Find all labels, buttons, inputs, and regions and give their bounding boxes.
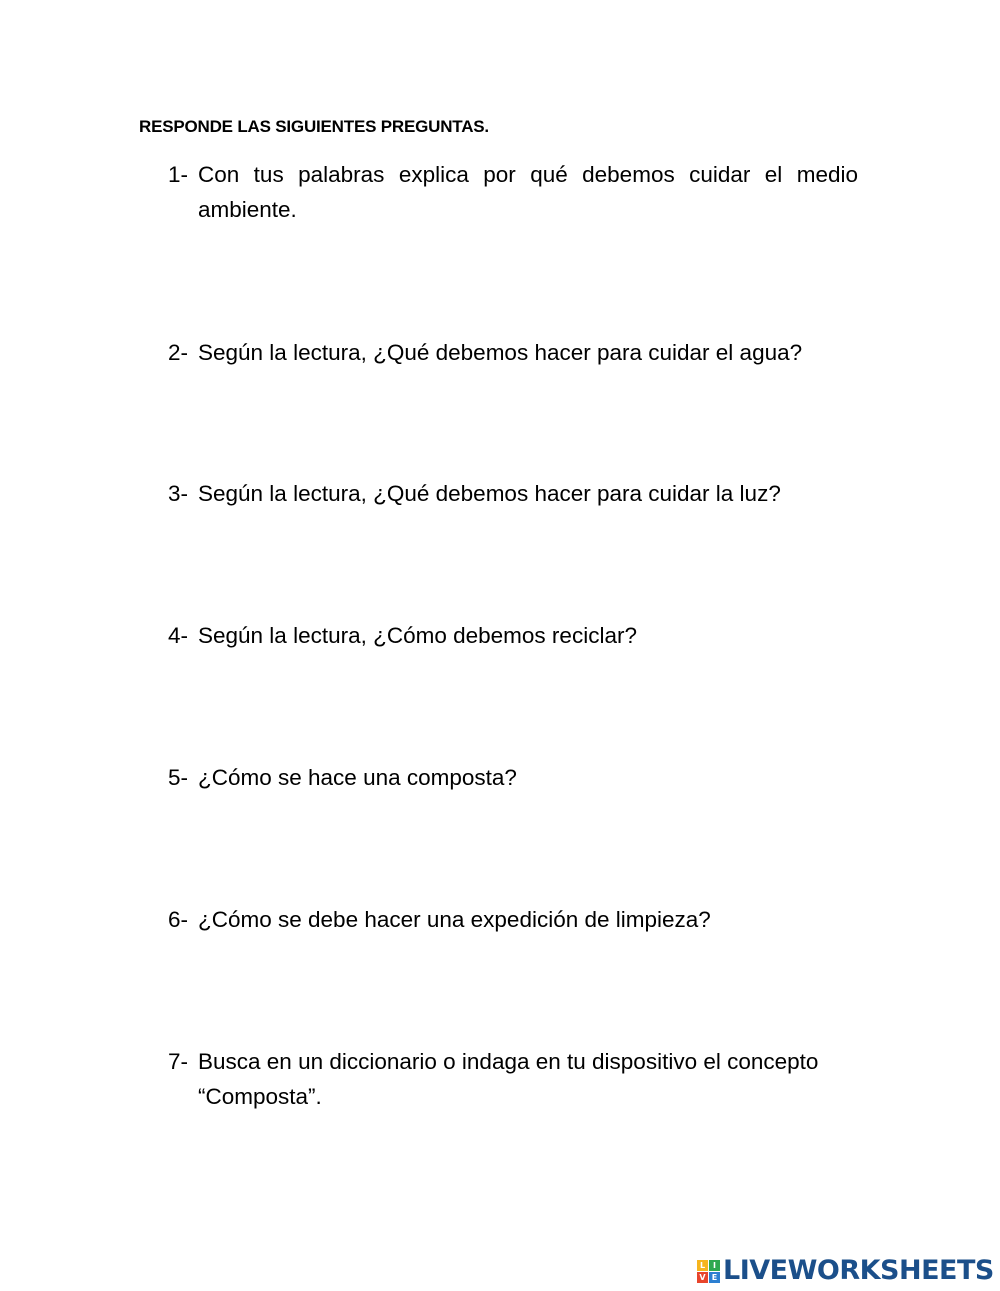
logo-tile: V: [697, 1272, 708, 1283]
question-item: [168, 157, 858, 227]
question-item: [168, 618, 858, 653]
question-number: 6-: [168, 907, 189, 932]
question-item: [168, 760, 858, 795]
question-number: 4-: [168, 623, 189, 648]
logo-text: LIVEWORKSHEETS: [723, 1255, 994, 1286]
question-number: 2-: [168, 340, 189, 365]
liveworksheets-logo: [697, 1256, 994, 1286]
question-text: ¿Cómo se debe hacer una expedición de limpieza?: [198, 907, 711, 932]
question-text: Según la lectura, ¿Qué debemos hacer para cuidar la luz?: [198, 481, 781, 506]
question-number: 5-: [168, 765, 189, 790]
question-item: [168, 902, 858, 937]
question-item: [168, 1044, 858, 1114]
question-number: 7-: [168, 1049, 189, 1074]
worksheet-heading: RESPONDE LAS SIGUIENTES PREGUNTAS.: [139, 117, 489, 136]
question-number: 1-: [168, 162, 189, 187]
logo-tile: E: [709, 1272, 720, 1283]
question-item: [168, 335, 858, 370]
question-item: [168, 476, 858, 511]
logo-tile: I: [709, 1260, 720, 1271]
logo-tile: L: [697, 1260, 708, 1271]
logo-tiles-icon: [697, 1260, 720, 1283]
question-text: ¿Cómo se hace una composta?: [198, 765, 517, 790]
question-number: 3-: [168, 481, 189, 506]
question-text: Según la lectura, ¿Cómo debemos reciclar?: [198, 623, 637, 648]
question-text: Busca en un diccionario o indaga en tu dispositivo el concepto “Composta”.: [198, 1049, 819, 1109]
question-text: Según la lectura, ¿Qué debemos hacer para cuidar el agua?: [198, 340, 803, 365]
question-text: Con tus palabras explica por qué debemos cuidar el medio ambiente.: [198, 162, 858, 222]
